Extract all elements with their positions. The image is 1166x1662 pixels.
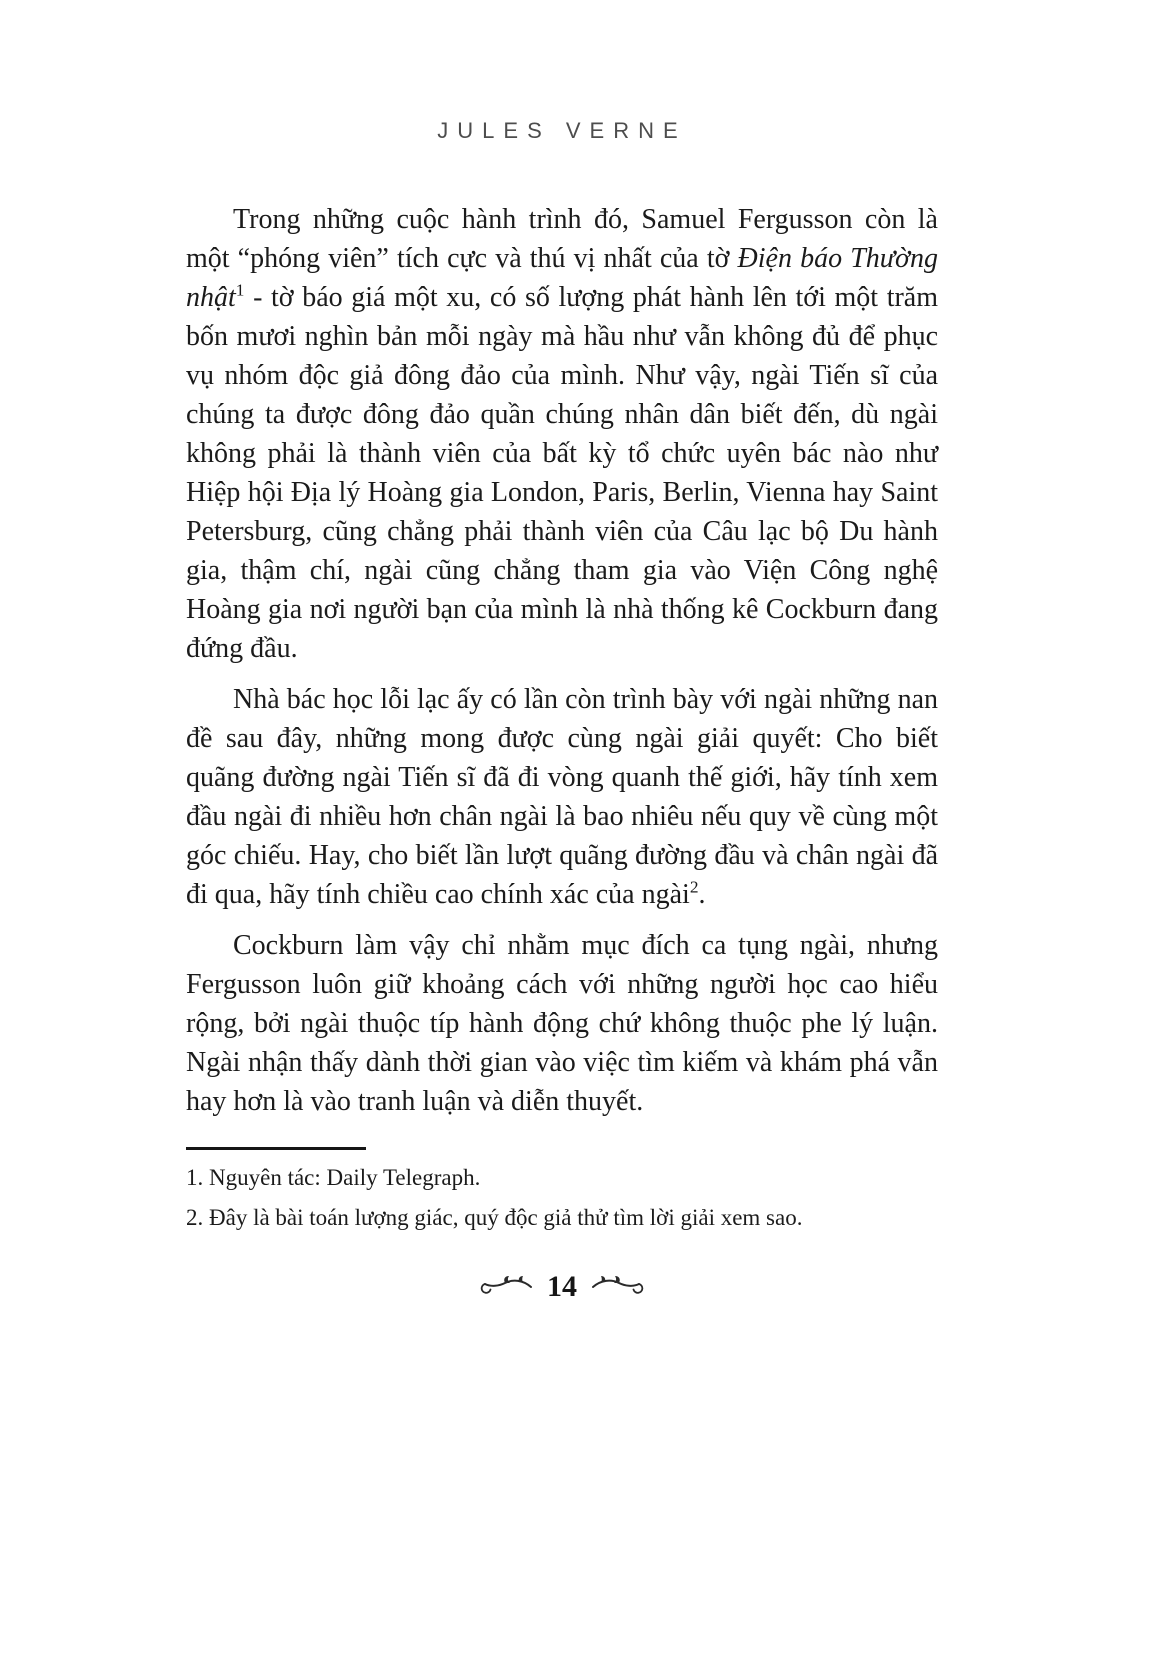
paragraph-3: Cockburn làm vậy chỉ nhằm mục đích ca tụng ngài, nhưng Fergusson luôn giữ khoảng cách với những người học cao hiểu rộng, bởi ngài thuộc típ hành động chứ không thuộc phe lý luận. Ngài nhận thấy dành thời gian vào việc tìm kiếm và khám phá vẫn hay hơn là vào tranh luận và diễn thuyết. <box>186 930 938 1117</box>
paragraph-text: . <box>698 879 706 910</box>
footnotes-block <box>186 1160 938 1236</box>
footnote-2: 2. Đây là bài toán lượng giác, quý độc giả thử tìm lời giải xem sao. <box>186 1205 803 1230</box>
page-number: 14 <box>547 1270 577 1303</box>
running-header: JULES VERNE <box>437 118 687 143</box>
paragraph-text: Trong những cuộc hành trình đó, Samuel Fergusson còn là một “phóng viên” tích cực và thú vị nhất của tờ <box>186 204 938 274</box>
footnote-divider <box>186 1147 366 1150</box>
footnote-marker-1: 1 <box>235 280 245 300</box>
paragraph-2 <box>186 680 938 914</box>
flourish-right-icon <box>591 1274 649 1301</box>
footnote-marker-2: 2 <box>689 877 699 897</box>
body-text <box>186 200 938 1121</box>
flourish-left-icon <box>475 1274 533 1301</box>
page-footer <box>186 1270 938 1304</box>
paragraph-1 <box>186 200 938 668</box>
paragraph-text: - tờ báo giá một xu, có số lượng phát hành lên tới một trăm bốn mươi nghìn bản mỗi ngày mà hầu như vẫn không đủ để phục vụ nhóm độc giả đông đảo của mình. Như vậy, ngài Tiến sĩ của chúng ta được đông đảo quần chúng nhân dân biết đến, dù ngài không phải là thành viên của bất kỳ tổ chức uyên bác nào như Hiệp hội Địa lý Hoàng gia London, Paris, Berlin, Vienna hay Saint Petersburg, cũng chẳng phải thành viên của Câu lạc bộ Du hành gia, thậm chí, ngài cũng chẳng tham gia vào Viện Công nghệ Hoàng gia nơi người bạn của mình là nhà thống kê Cockburn đang đứng đầu. <box>186 282 938 664</box>
paragraph-text: Nhà bác học lỗi lạc ấy có lần còn trình bày với ngài những nan đề sau đây, những mong được cùng ngài giải quyết: Cho biết quãng đường ngài Tiến sĩ đã đi vòng quanh thế giới, hãy tính xem đầu ngài đi nhiều hơn chân ngài là bao nhiêu nếu quy về cùng một góc chiếu. Hay, cho biết lần lượt quãng đường đầu và chân ngài đã đi qua, hãy tính chiều cao chính xác của ngài <box>186 684 938 910</box>
italic-publication-title: Điện báo Thường nhật <box>186 243 938 313</box>
footnote-1: 1. Nguyên tác: Daily Telegraph. <box>186 1165 481 1190</box>
